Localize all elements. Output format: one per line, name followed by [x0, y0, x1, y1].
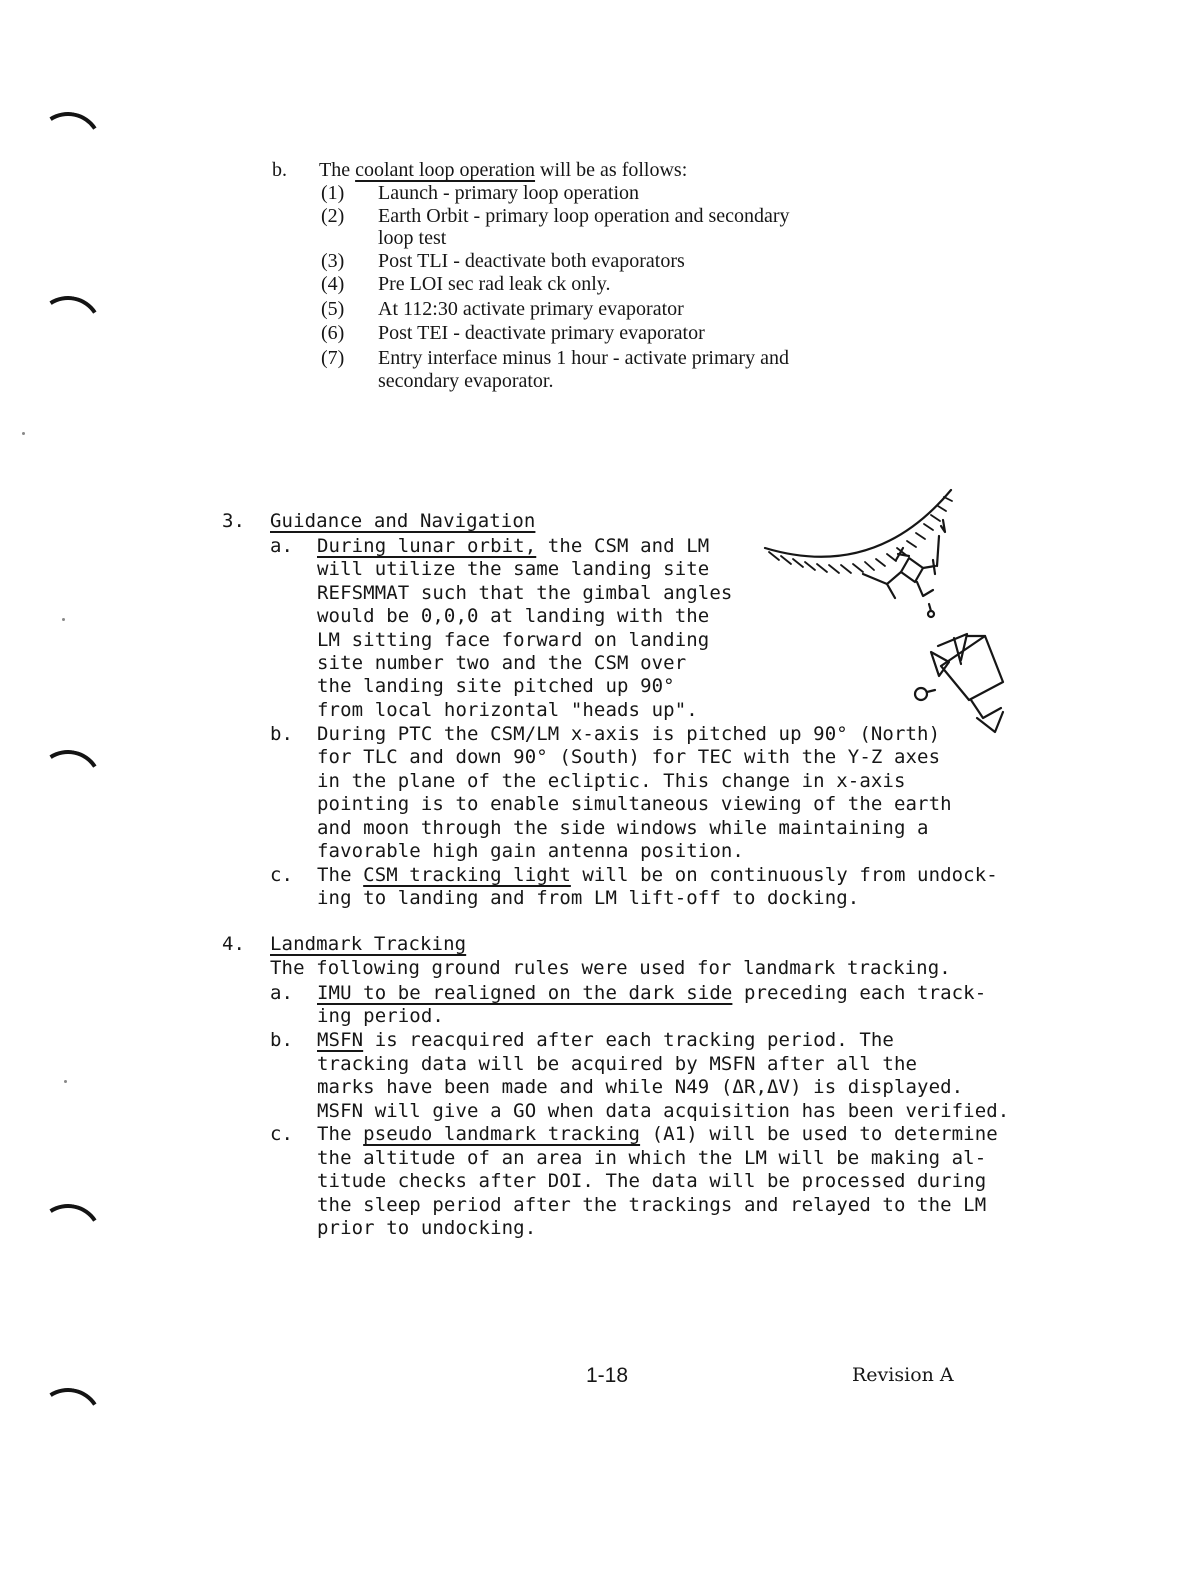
item-marker: a.: [270, 982, 294, 1004]
item-marker: b.: [270, 723, 294, 745]
surface-hatching: [769, 497, 952, 573]
lunar-module-figure: [863, 520, 945, 617]
coolant-item-line: loop test: [378, 227, 447, 249]
gn-a-line: REFSMMAT such that the gimbal angles: [317, 582, 733, 604]
speck: [22, 432, 25, 435]
lt-intro: The following ground rules were used for landmark tracking.: [270, 957, 951, 979]
gn-c-rest: will be on continuously from undock-: [570, 864, 998, 886]
gn-a-underline: During lunar orbit,: [317, 535, 537, 557]
lt-c-underline: pseudo landmark tracking: [363, 1123, 641, 1145]
lt-b-line: tracking data will be acquired by MSFN after all the: [317, 1053, 918, 1075]
gn-c-lead: The: [317, 864, 364, 886]
coolant-item-num: (7): [321, 347, 345, 369]
command-module-figure: [915, 634, 1003, 732]
coolant-item-num: (3): [321, 250, 345, 272]
coolant-marker: b.: [272, 159, 287, 181]
lt-c-line: titude checks after DOI. The data will be processed during: [317, 1170, 987, 1192]
coolant-item-line: Post TLI - deactivate both evaporators: [378, 250, 685, 272]
coolant-underline: coolant loop operation: [355, 159, 536, 181]
gn-c-line: ing to landing and from LM lift-off to docking.: [317, 887, 860, 909]
gn-a-line: site number two and the CSM over: [317, 652, 687, 674]
coolant-item-line: At 112:30 activate primary evaporator: [378, 298, 684, 320]
coolant-rest: will be as follows:: [540, 159, 688, 181]
section-title: Landmark Tracking: [270, 933, 467, 955]
coolant-item-line: Earth Orbit - primary loop operation and secondary: [378, 205, 790, 227]
lt-a-line: ing period.: [317, 1005, 444, 1027]
item-marker: c.: [270, 1123, 294, 1145]
lt-a-underline: IMU to be realigned on the dark side: [317, 982, 733, 1004]
lt-c-line: prior to undocking.: [317, 1217, 537, 1239]
punch-hole-4: [28, 1198, 109, 1279]
lt-c-line: the altitude of an area in which the LM will be making al-: [317, 1147, 987, 1169]
item-marker: a.: [270, 535, 294, 557]
coolant-item-num: (6): [321, 322, 345, 344]
coolant-item-num: (4): [321, 273, 345, 295]
gn-b-line: in the plane of the ecliptic. This change in x-axis: [317, 770, 906, 792]
gn-a-line: the landing site pitched up 90°: [317, 675, 675, 697]
section-title: Guidance and Navigation: [270, 510, 536, 532]
speck: [64, 1080, 67, 1083]
punch-hole-5: [28, 1382, 109, 1463]
lt-b-line: marks have been made and while N49 (ΔR,ΔV) is displayed.: [317, 1076, 964, 1098]
page-number: 1-18: [586, 1364, 629, 1387]
coolant-item-num: (1): [321, 182, 345, 204]
gn-a-line: LM sitting face forward on landing: [317, 629, 710, 651]
lt-c-rest: (A1) will be used to determine: [640, 1123, 998, 1145]
gn-b-line: and moon through the side windows while maintaining a: [317, 817, 929, 839]
punch-hole-3: [28, 744, 109, 825]
lt-a-first-line: [317, 982, 986, 1005]
revision-label: Revision A: [852, 1364, 954, 1386]
item-marker: b.: [270, 1029, 294, 1051]
gn-b-line: During PTC the CSM/LM x-axis is pitched up 90° (North): [317, 723, 941, 745]
punch-hole-2: [28, 290, 109, 371]
item-marker: c.: [270, 864, 294, 886]
coolant-lead: The: [319, 159, 351, 181]
gn-a-line: would be 0,0,0 at landing with the: [317, 605, 710, 627]
gn-c-underline: CSM tracking light: [363, 864, 571, 886]
gn-a-line: from local horizontal "heads up".: [317, 699, 698, 721]
lt-b-underline: MSFN: [317, 1029, 364, 1051]
speck: [62, 618, 65, 621]
coolant-heading: [319, 159, 687, 182]
lt-b-first-line: [317, 1029, 894, 1052]
gn-b-line: pointing is to enable simultaneous viewing of the earth: [317, 793, 952, 815]
gn-a-line: will utilize the same landing site: [317, 558, 710, 580]
coolant-item-line: Entry interface minus 1 hour - activate primary and: [378, 347, 789, 369]
punch-hole-1: [28, 106, 109, 187]
coolant-item-num: (5): [321, 298, 345, 320]
gn-b-line: for TLC and down 90° (South) for TEC with the Y-Z axes: [317, 746, 941, 768]
gn-a-rest: the CSM and LM: [536, 535, 710, 557]
lt-a-rest: preceding each track-: [732, 982, 987, 1004]
lt-c-first-line: [317, 1123, 998, 1146]
lt-b-line: MSFN will give a GO when data acquisition has been verified.: [317, 1100, 1010, 1122]
coolant-item-line: Pre LOI sec rad leak ck only.: [378, 273, 611, 295]
lunar-surface-line: [765, 490, 951, 557]
gn-c-first-line: [317, 864, 998, 887]
lt-b-rest: is reacquired after each tracking period. The: [363, 1029, 894, 1051]
lt-c-lead: The: [317, 1123, 364, 1145]
lt-c-line: the sleep period after the trackings and relayed to the LM: [317, 1194, 987, 1216]
coolant-item-line: secondary evaporator.: [378, 370, 554, 392]
gn-a-first-line: [317, 535, 709, 558]
section-number: 3.: [222, 510, 246, 532]
coolant-item-num: (2): [321, 205, 345, 227]
coolant-item-line: Launch - primary loop operation: [378, 182, 640, 204]
spacecraft-orientation-diagram: [755, 486, 1015, 750]
section-number: 4.: [222, 933, 246, 955]
coolant-item-line: Post TEI - deactivate primary evaporator: [378, 322, 705, 344]
gn-b-line: favorable high gain antenna position.: [317, 840, 744, 862]
